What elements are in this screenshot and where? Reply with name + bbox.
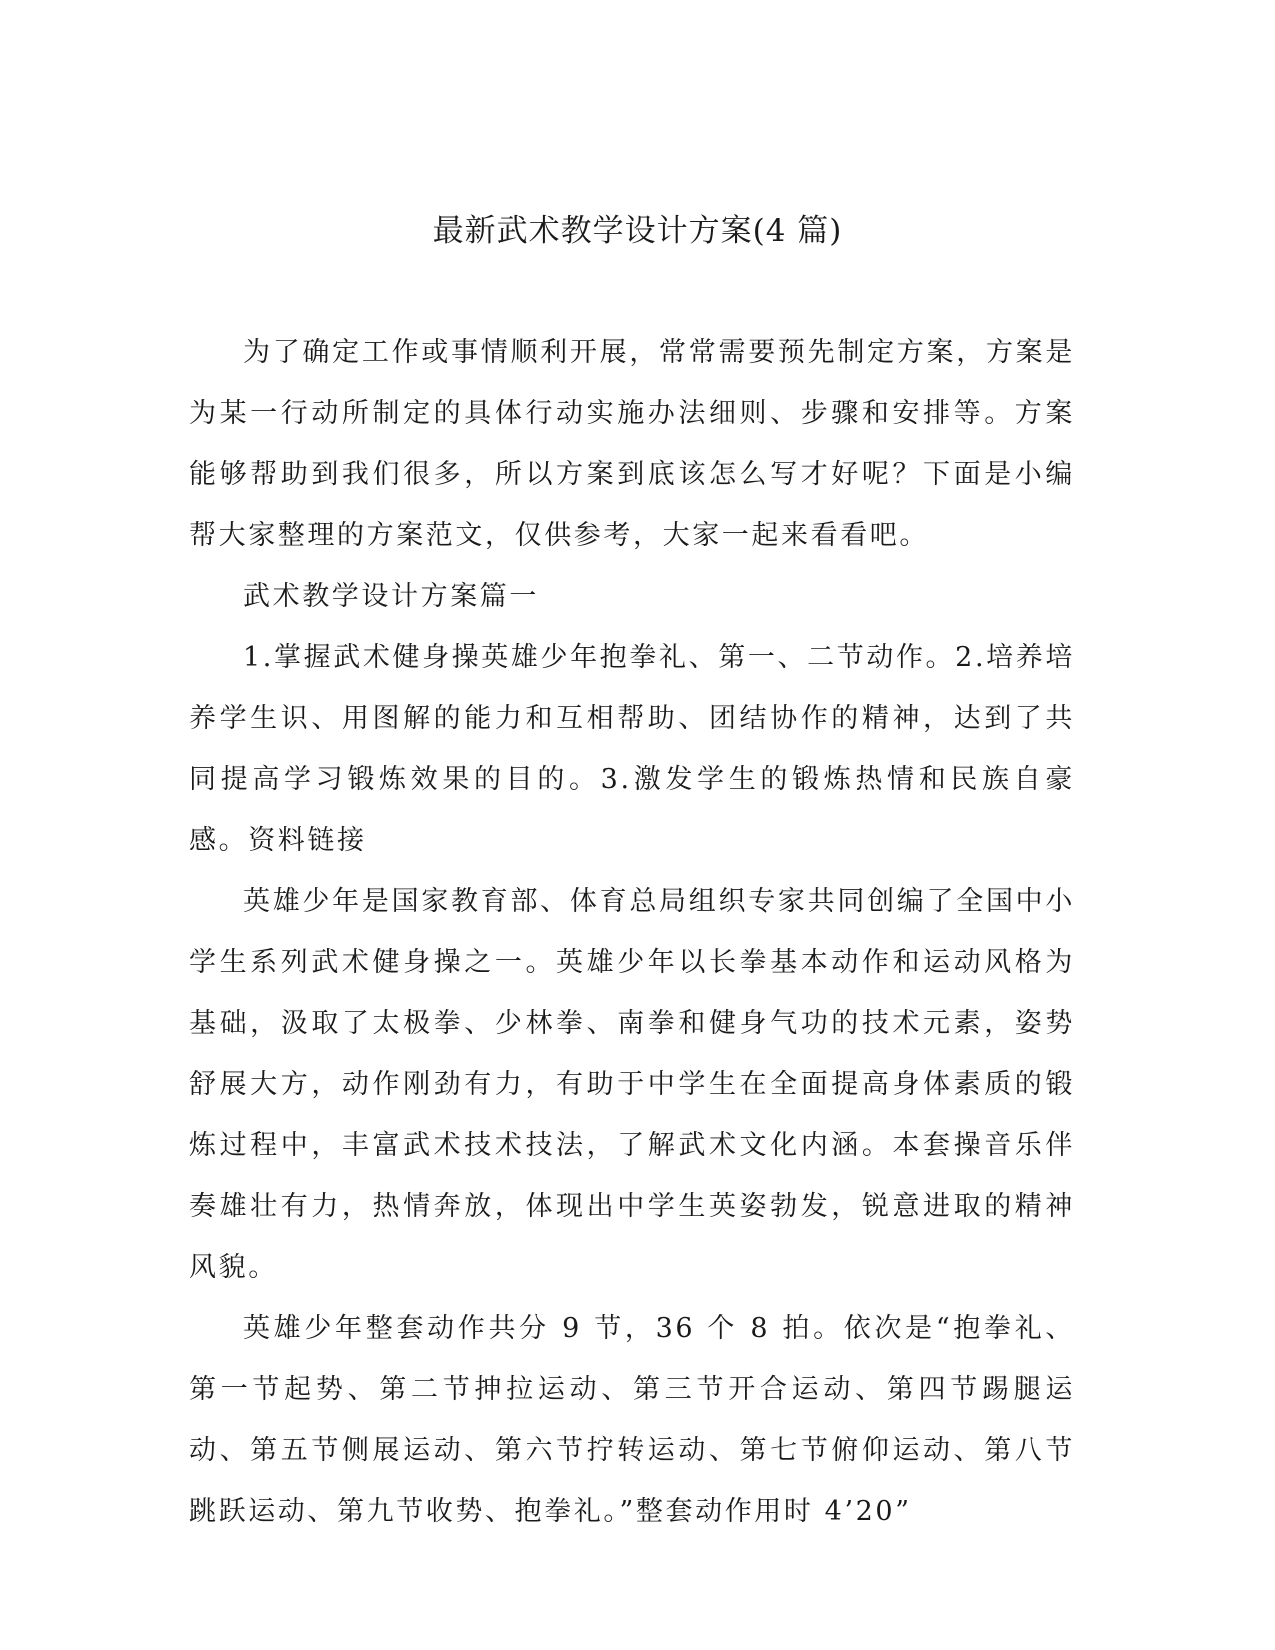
section-heading: 武术教学设计方案篇一: [243, 581, 539, 612]
intro-paragraph: 为了确定工作或事情顺利开展，常常需要预先制定方案，方案是为某一行动所制定的具体行动实施办法细则、步骤和安排等。方案能够帮助到我们很多，所以方案到底该怎么写才好呢？下面是小编帮大家整理的方案范文，仅供参考，大家一起来看看吧。: [189, 337, 1075, 551]
document-title: 最新武术教学设计方案(4 篇): [432, 213, 843, 249]
structure-paragraph: 英雄少年整套动作共分 9 节，36 个 8 拍。依次是“抱拳礼、第一节起势、第二节抻拉运动、第三节开合运动、第四节踢腿运动、第五节侧展运动、第六节拧转运动、第七节俯仰运动、第八节跳跃运动、第九节收势、抱拳礼。”整套动作用时 4’20”: [189, 1313, 1075, 1527]
document-body: [189, 322, 1075, 1542]
background-paragraph: 英雄少年是国家教育部、体育总局组织专家共同创编了全国中小学生系列武术健身操之一。英雄少年以长拳基本动作和运动风格为基础，汲取了太极拳、少林拳、南拳和健身气功的技术元素，姿势舒展大方，动作刚劲有力，有助于中学生在全面提高身体素质的锻炼过程中，丰富武术技术技法，了解武术文化内涵。本套操音乐伴奏雄壮有力，热情奔放，体现出中学生英姿勃发，锐意进取的精神风貌。: [189, 886, 1075, 1283]
objectives-paragraph: 1.掌握武术健身操英雄少年抱拳礼、第一、二节动作。2.培养培养学生识、用图解的能力和互相帮助、团结协作的精神，达到了共同提高学习锻炼效果的目的。3.激发学生的锻炼热情和民族自豪感。资料链接: [189, 642, 1075, 856]
